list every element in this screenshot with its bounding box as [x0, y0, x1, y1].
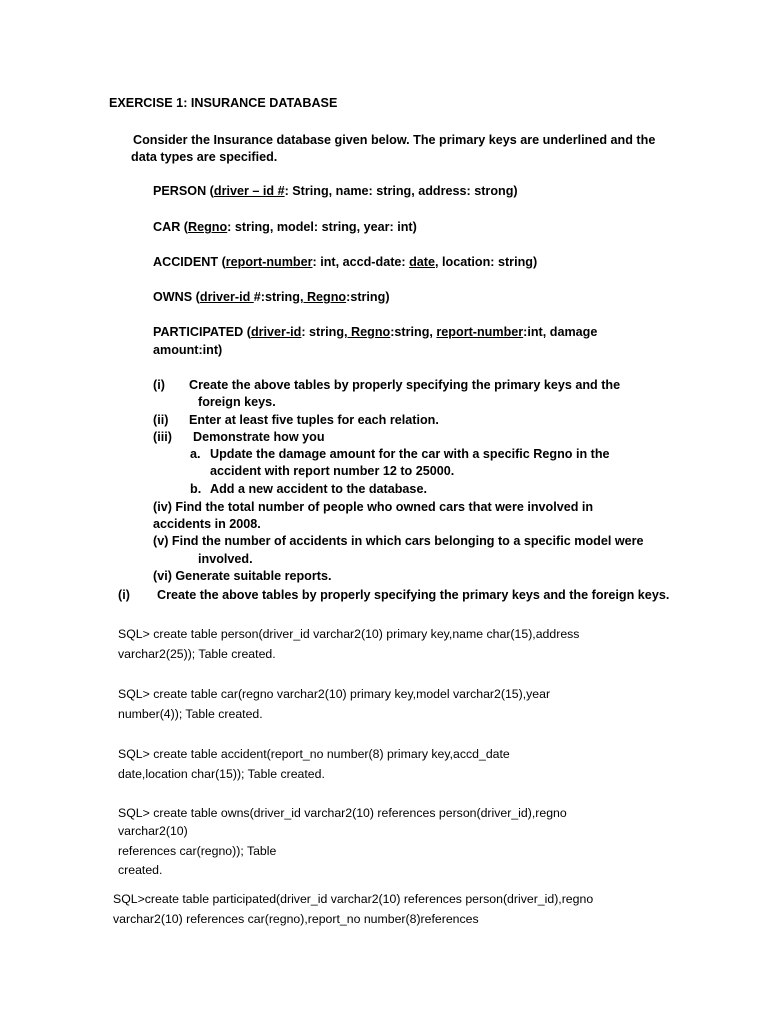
task-number: (ii)	[153, 413, 169, 427]
relation-attributes: : string	[301, 325, 345, 339]
primary-key-3: report-number	[436, 325, 524, 339]
intro-line-1: Consider the Insurance database given below. The primary keys are underlined and the	[133, 133, 656, 147]
relation-owns	[153, 289, 390, 306]
task-vi: (vi) Generate suitable reports.	[153, 569, 332, 583]
sql-accident-line-2: date,location char(15)); Table created.	[118, 767, 325, 781]
subtask-text: Update the damage amount for the car with a specific Regno in the	[210, 447, 610, 461]
task-i	[153, 377, 620, 394]
task-iii-a-line-2: accident with report number 12 to 25000.	[210, 464, 455, 478]
relation-attributes-rest: :int, damage	[523, 325, 598, 339]
relation-name: ACCIDENT (	[153, 255, 226, 269]
sql-car-line-1: SQL> create table car(regno varchar2(10) primary key,model varchar2(15),year	[118, 687, 551, 701]
task-iv: (iv) Find the total number of people who owned cars that were involved in	[153, 500, 594, 514]
relation-accident	[153, 254, 537, 271]
relation-name: PARTICIPATED (	[153, 325, 251, 339]
task-v: (v) Find the number of accidents in which cars belonging to a specific model were	[153, 534, 644, 548]
primary-key-2: , Regno	[299, 290, 347, 304]
relation-attributes-rest: :string)	[346, 290, 390, 304]
subtask-letter: a.	[190, 447, 201, 461]
sql-car-line-2: number(4)); Table created.	[118, 707, 263, 721]
relation-participated	[153, 324, 597, 341]
sql-participated-line-2: varchar2(10) references car(regno),report_no number(8)references	[113, 912, 479, 926]
task-number: (i)	[153, 378, 165, 392]
relation-name: OWNS (	[153, 290, 200, 304]
primary-key: Regno	[187, 220, 228, 234]
sql-owns-line-1: SQL> create table owns(driver_id varchar2(10) references person(driver_id),regno	[118, 806, 567, 820]
relation-name: CAR (	[153, 220, 188, 234]
sql-owns-line-3: references car(regno)); Table	[118, 844, 277, 858]
section-text: Create the above tables by properly specifying the primary keys and the foreign keys.	[157, 588, 670, 602]
task-i-line-2: foreign keys.	[198, 395, 276, 409]
date-type: date	[409, 255, 435, 269]
sql-participated-line-1: SQL>create table participated(driver_id varchar2(10) references person(driver_id),regno	[113, 892, 594, 906]
relation-participated-line-2: amount:int)	[153, 343, 223, 357]
task-text: Enter at least five tuples for each relation.	[189, 413, 439, 427]
relation-attributes-rest: , location: string)	[435, 255, 538, 269]
sql-person-line-2: varchar2(25)); Table created.	[118, 647, 276, 661]
task-iv-line-2: accidents in 2008.	[153, 517, 261, 531]
task-iii-b	[190, 481, 427, 498]
exercise-heading: EXERCISE 1: INSURANCE DATABASE	[109, 96, 338, 110]
relation-attributes: #:string	[253, 290, 300, 304]
task-iii	[153, 429, 325, 446]
section-number: (i)	[118, 588, 130, 602]
sql-owns-line-2: varchar2(10)	[118, 824, 188, 838]
sql-accident-line-1: SQL> create table accident(report_no number(8) primary key,accd_date	[118, 747, 510, 761]
section-i-heading	[118, 587, 669, 604]
intro-line-2: data types are specified.	[131, 150, 278, 164]
task-number: (iii)	[153, 430, 172, 444]
primary-key-2: , Regno	[344, 325, 391, 339]
task-text: Demonstrate how you	[193, 430, 325, 444]
primary-key-1: driver-id	[199, 290, 254, 304]
sql-person-line-1: SQL> create table person(driver_id varchar2(10) primary key,name char(15),address	[118, 627, 580, 641]
primary-key: driver – id #	[213, 184, 285, 198]
task-text: Create the above tables by properly specifying the primary keys and the	[189, 378, 621, 392]
task-iii-a	[190, 446, 610, 463]
primary-key-1: driver-id	[250, 325, 302, 339]
task-ii	[153, 412, 439, 429]
subtask-text: Add a new accident to the database.	[210, 482, 427, 496]
subtask-letter: b.	[190, 482, 202, 496]
relation-attributes: : string, model: string, year: int)	[227, 220, 417, 234]
relation-car	[153, 219, 417, 236]
relation-person	[153, 183, 518, 200]
relation-attributes: : int, accd-date:	[312, 255, 410, 269]
relation-attributes-2: :string,	[390, 325, 437, 339]
relation-attributes: : String, name: string, address: strong)	[284, 184, 518, 198]
primary-key: report-number	[225, 255, 313, 269]
task-v-line-2: involved.	[198, 552, 253, 566]
relation-name: PERSON (	[153, 184, 214, 198]
sql-owns-line-4: created.	[118, 863, 163, 877]
